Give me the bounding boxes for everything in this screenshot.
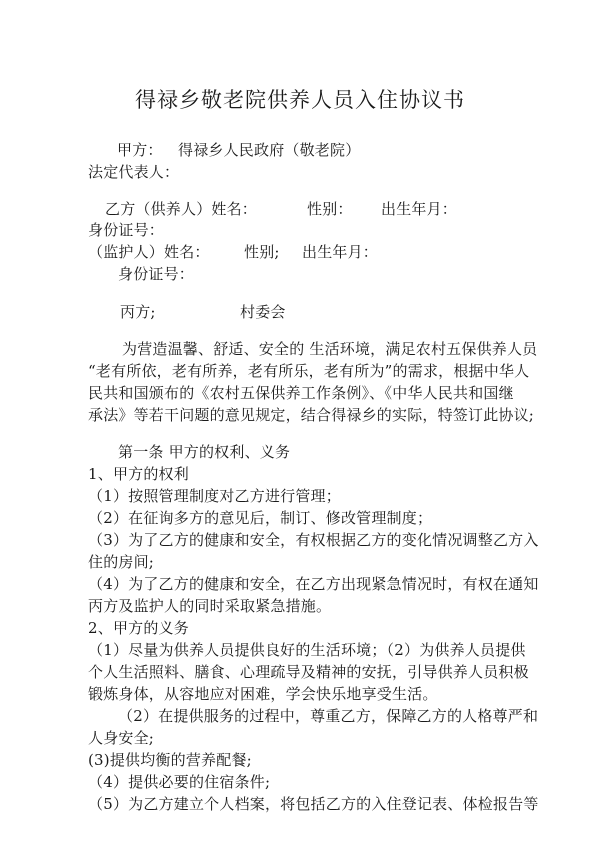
rights-line: 住的房间; [88, 553, 155, 571]
duties-line: （5）为乙方建立个人档案，将包括乙方的入住登记表、体检报告等 [88, 795, 539, 813]
party-b-birth-label: 出生年月： [381, 200, 458, 218]
intro-line: 为营造温馨、舒适、安全的 生活环境，满足农村五保供养人员 [122, 340, 538, 358]
duties-line: （4）提供必要的住宿条件; [88, 773, 271, 791]
guardian-name-label: （监护人）姓名： [88, 243, 210, 261]
party-c-label: 丙方; [120, 303, 156, 321]
article-heading: 第一条 甲方的权利、义务 [118, 443, 291, 461]
guardian-gender-label: 性别; [244, 243, 280, 261]
rights-line: （3）为了乙方的健康和安全，有权根据乙方的变化情况调整乙方入 [88, 531, 539, 549]
party-b-gender-label: 性别： [307, 200, 353, 218]
duties-line: （2）在提供服务的过程中，尊重乙方，保障乙方的人格尊严和 [118, 707, 539, 725]
party-a-label: 甲方： [117, 141, 163, 159]
document-title: 得禄乡敬老院供养人员入住协议书 [135, 88, 465, 112]
intro-line: 民共和国颁布的《农村五保供养工作条例》、《中华人民共和国继 [88, 384, 514, 402]
intro-line: “老有所依，老有所养，老有所乐，老有所为”的需求，根据中华人 [88, 362, 530, 380]
party-c-name: 村委会 [240, 303, 286, 321]
duties-line: (3)提供均衡的营养配餐; [88, 751, 252, 769]
guardian-birth-label: 出生年月： [302, 243, 379, 261]
rights-line: 丙方及监护人的同时采取紧急措施。 [88, 597, 332, 615]
rights-line: （2）在征询多方的意见后，制订、修改管理制度； [88, 509, 433, 527]
duties-line: （1）尽量为供养人员提供良好的生活环境；（2）为供养人员提供 [88, 641, 526, 659]
rights-heading: 1、甲方的权利 [88, 465, 189, 483]
duties-line: 个人生活照料、膳食、心理疏导及精神的安抚，引导供养人员积极 [88, 663, 529, 681]
rights-line: （4）为了乙方的健康和安全，在乙方出现紧急情况时，有权在通知 [88, 575, 539, 593]
party-b-id-label: 身份证号： [88, 221, 165, 239]
party-a-name: 得禄乡人民政府（敬老院） [178, 141, 361, 159]
party-b-name-label: 乙方（供养人）姓名： [105, 200, 258, 218]
rights-line: （1）按照管理制度对乙方进行管理； [88, 487, 341, 505]
duties-line: 人身安全; [88, 729, 155, 747]
guardian-id-label: 身份证号： [118, 265, 195, 283]
intro-line: 承法》等若干问题的意见规定，结合得禄乡的实际，特签订此协议; [88, 406, 535, 424]
duties-heading: 2、甲方的义务 [88, 619, 189, 637]
party-a-legal-rep: 法定代表人： [88, 163, 180, 181]
duties-line: 锻炼身体，从容地应对困难，学会快乐地享受生活。 [88, 685, 438, 703]
